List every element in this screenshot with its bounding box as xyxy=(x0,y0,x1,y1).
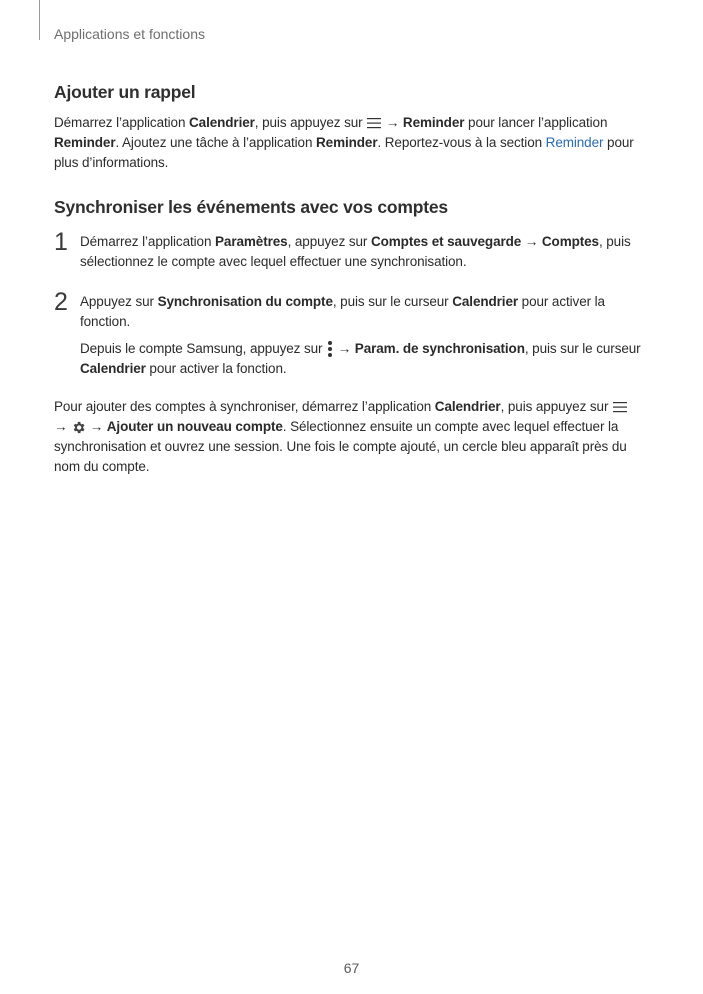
step-2-subtext: Depuis le compte Samsung, appuyez sur → Param. de synchronisation, puis sur le curseur Calendrier pour activer la fonction. xyxy=(80,341,641,376)
section-heading-sync: Synchroniser les événements avec vos comptes xyxy=(54,197,448,217)
chapter-header: Applications et fonctions xyxy=(54,26,205,42)
page-number: 67 xyxy=(343,960,360,976)
gear-icon xyxy=(71,420,86,435)
reminder-link[interactable]: Reminder xyxy=(545,135,604,150)
step-2-text: Appuyez sur Synchronisation du compte, puis sur le curseur Calendrier pour activer la fonction. xyxy=(80,294,605,329)
menu-icon xyxy=(612,400,628,414)
step-1 xyxy=(54,228,644,272)
margin-rule xyxy=(39,0,40,40)
step-2 xyxy=(54,288,644,379)
section-heading-reminder: Ajouter un rappel xyxy=(54,82,196,102)
step-number: 2 xyxy=(54,288,68,316)
reminder-paragraph: Démarrez l’application Calendrier, puis appuyez sur → Reminder pour lancer l’application Reminder. Ajoutez une tâche à l’application Reminder. Reportez-vous à la section Reminder pour plus d’informations. xyxy=(54,115,634,170)
step-number: 1 xyxy=(54,228,68,256)
menu-icon xyxy=(366,116,382,130)
step-1-text: Démarrez l’application Paramètres, appuyez sur Comptes et sauvegarde → Comptes, puis sélectionnez le compte avec lequel effectuer une synchronisation. xyxy=(80,234,631,269)
final-paragraph: Pour ajouter des comptes à synchroniser, démarrez l’application Calendrier, puis appuyez sur → → Ajouter un nouveau compte. Sélectionnez ensuite un compte avec lequel effectuer la synchronisation et ouvrez une session. Une fois le compte ajouté, un cercle bleu apparaît près du nom du compte. xyxy=(54,399,627,474)
page-content xyxy=(54,82,644,477)
more-options-icon xyxy=(326,340,334,358)
